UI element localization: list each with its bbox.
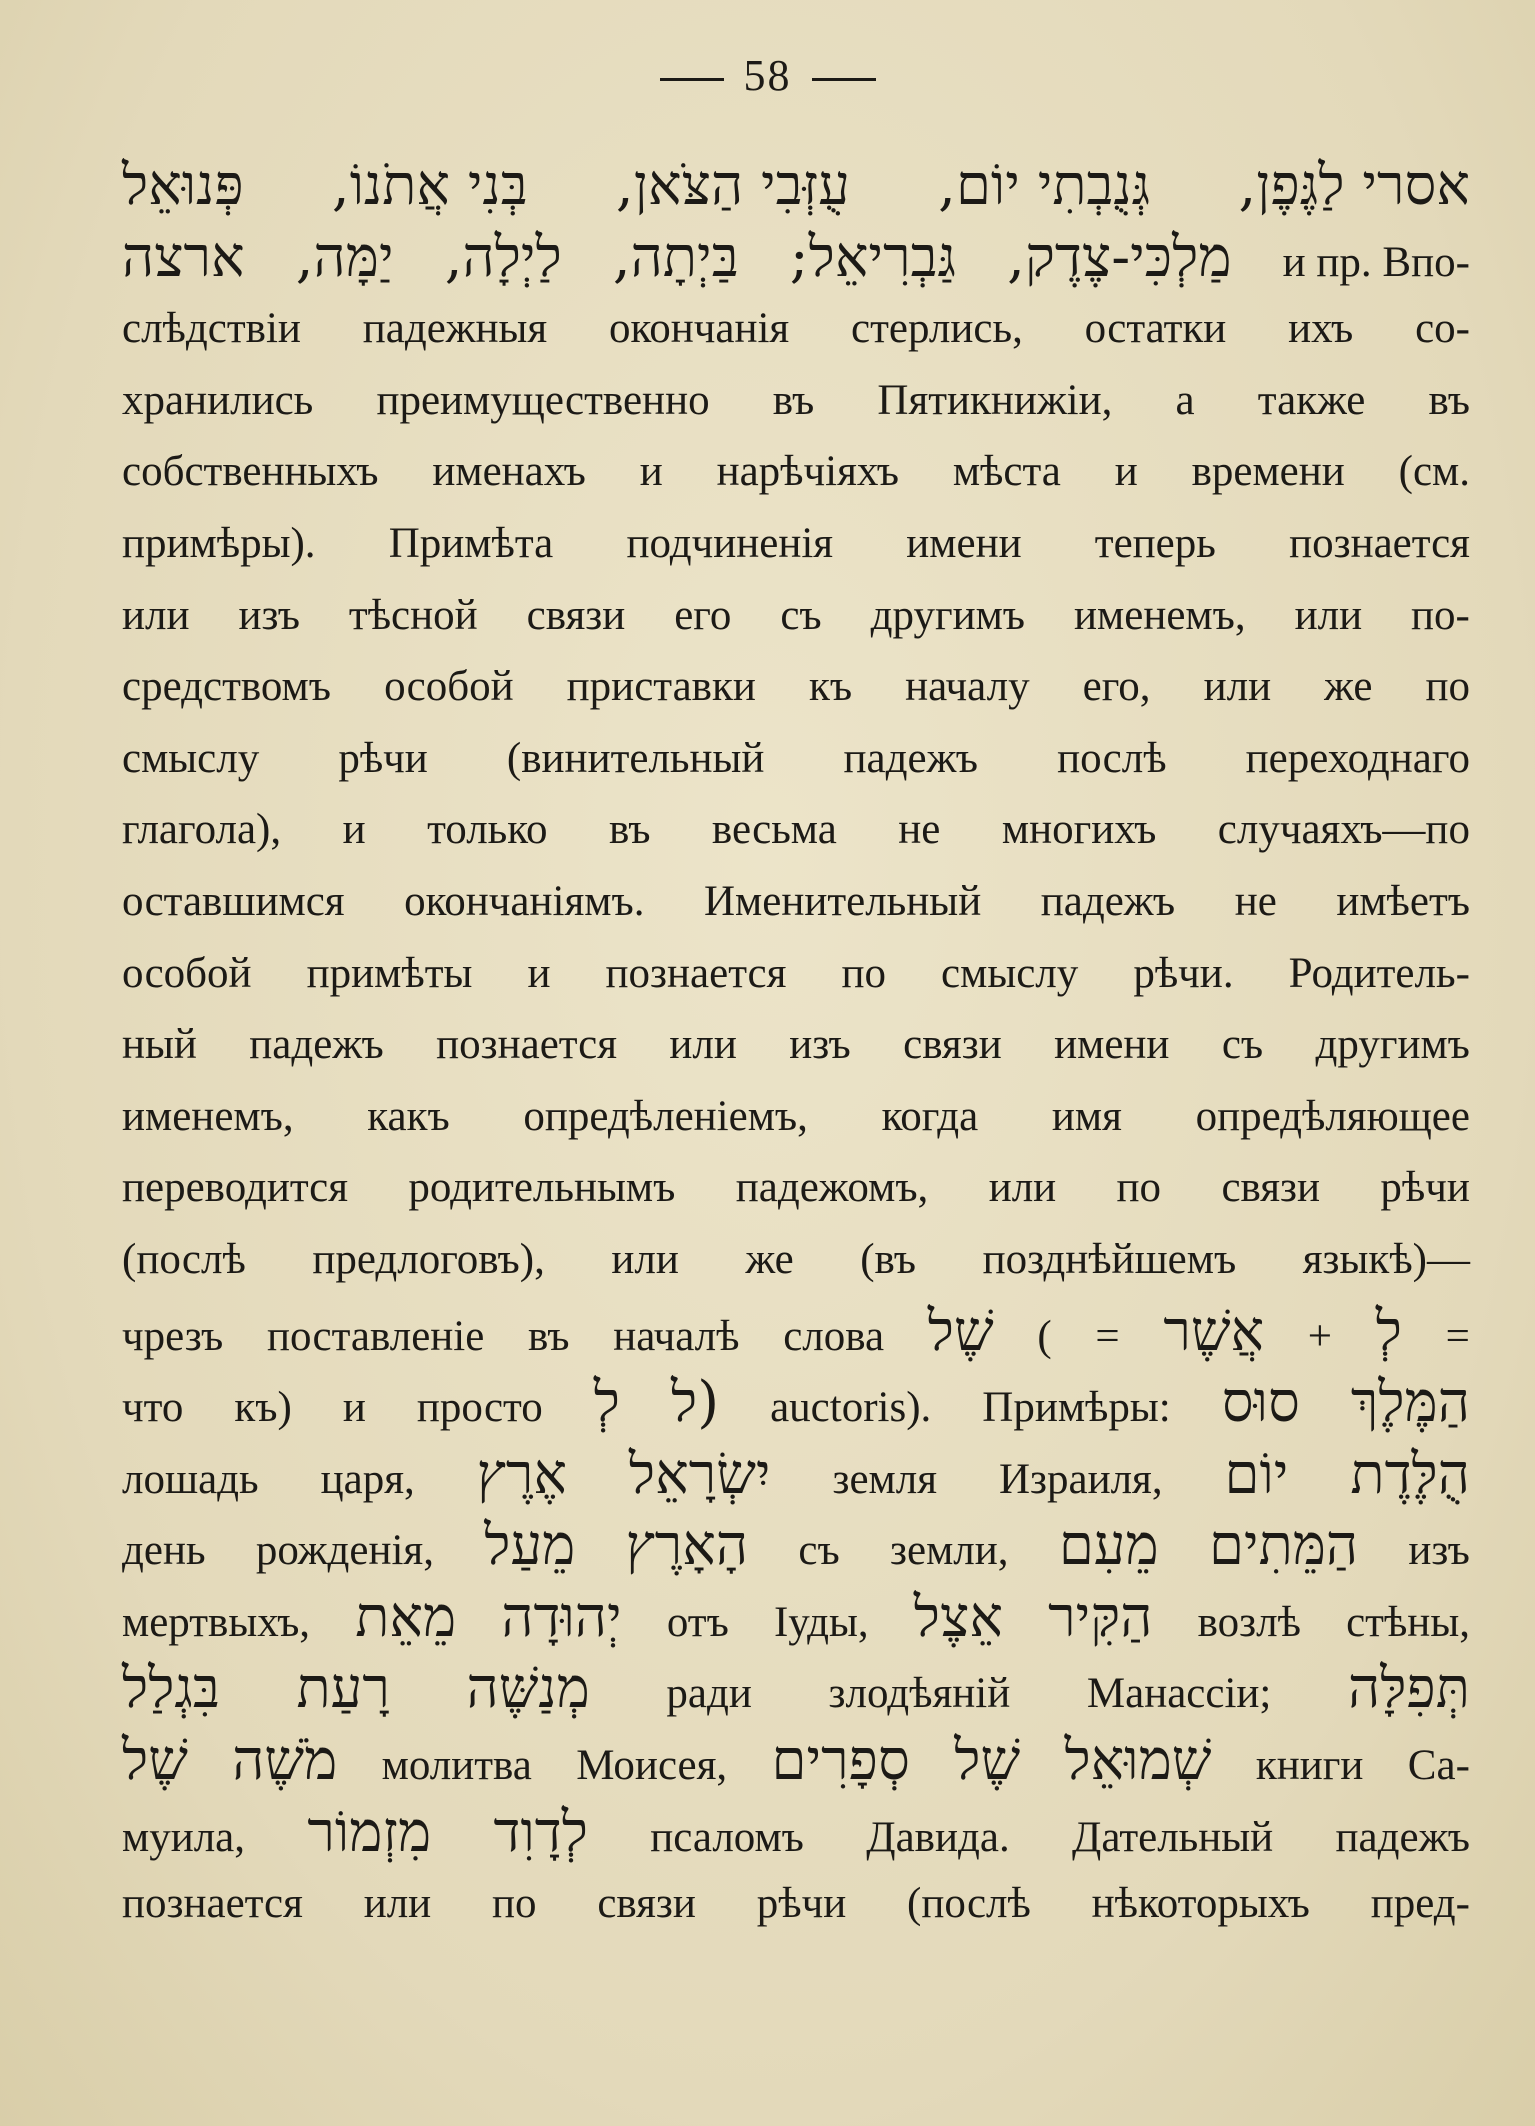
hebrew-word: מֹשֶׁה: [232, 1728, 338, 1794]
word: и: [639, 448, 663, 496]
word: (винительный: [506, 734, 765, 782]
word: когда: [881, 1092, 979, 1140]
word: какъ: [367, 1092, 450, 1140]
word: (: [1037, 1312, 1052, 1360]
word: примѣты: [306, 949, 473, 997]
hebrew-word: לְ: [1375, 1298, 1402, 1364]
hebrew-word: סוּס: [1221, 1370, 1300, 1436]
text-line: [122, 1367, 1470, 1439]
text-line: [122, 1009, 1470, 1081]
word: изъ: [1408, 1527, 1470, 1575]
hebrew-word: אסרי לַגֶּפֶן,: [1238, 153, 1470, 218]
word: просто: [416, 1384, 543, 1432]
word: пред-: [1370, 1880, 1470, 1928]
word: связи: [526, 591, 626, 639]
word: =: [1095, 1312, 1120, 1360]
text-line: [122, 222, 1470, 294]
hebrew-word: תְּפִלָּה: [1348, 1656, 1470, 1722]
hebrew-word: גַּבְרִיאֵל;: [789, 224, 957, 290]
text-line: [122, 150, 1470, 222]
word: молитва: [381, 1742, 532, 1790]
hebrew-word: עֻזְּבִי הַצֹּאן,: [615, 153, 850, 218]
word: по: [1116, 1164, 1162, 1212]
word: связи: [903, 1021, 1002, 1069]
word: примѣры).: [122, 519, 316, 567]
word: Израиля,: [998, 1455, 1163, 1503]
hebrew-word: שֶׁל: [927, 1298, 994, 1364]
word: Са-: [1407, 1742, 1470, 1790]
word: по: [841, 949, 886, 997]
word: связи: [597, 1880, 696, 1928]
text-line: [122, 794, 1470, 866]
hebrew-word: מְנַשֶּׁה: [466, 1656, 590, 1722]
word: собственныхъ: [122, 448, 379, 496]
word: (въ: [860, 1235, 917, 1283]
word: переводится: [122, 1164, 349, 1212]
word: въ: [608, 806, 651, 854]
word: Іуды,: [773, 1598, 869, 1646]
right-dash: [812, 78, 876, 81]
text-line: [122, 1653, 1470, 1725]
word: Манассіи;: [1086, 1670, 1272, 1718]
word: тѣсной: [348, 591, 478, 639]
word: или: [1203, 663, 1272, 711]
word: мѣста: [952, 448, 1061, 496]
word: что: [122, 1384, 184, 1432]
word: мертвыхъ,: [122, 1598, 311, 1646]
hebrew-word: מַלְכִּי-צֶדֶק,: [1007, 224, 1232, 290]
hebrew-word: הַמֶּלֶךְ: [1350, 1370, 1470, 1436]
hebrew-word: יַמָּה,: [295, 224, 394, 290]
word: по-: [1411, 591, 1470, 639]
word: земля: [832, 1455, 938, 1503]
word: смыслу: [122, 734, 260, 782]
word: поставленіе: [266, 1312, 485, 1360]
hebrew-word: הַקִּיר: [1048, 1584, 1153, 1650]
page-number: [0, 50, 1535, 101]
hebrew-word: יְהוּדָה: [501, 1584, 622, 1650]
word: нѣкоторыхъ: [1091, 1880, 1310, 1928]
word: началѣ: [613, 1312, 740, 1360]
word: другимъ: [870, 591, 1026, 639]
text-line: [122, 938, 1470, 1010]
word: родительнымъ: [408, 1164, 676, 1212]
word: падежомъ,: [735, 1164, 929, 1212]
text-line: [122, 1439, 1470, 1511]
hebrew-word: לְ: [593, 1370, 620, 1436]
hebrew-word: (ל: [671, 1370, 720, 1436]
word: его,: [1082, 663, 1151, 711]
word: по: [491, 1880, 537, 1928]
word: возлѣ: [1197, 1598, 1301, 1646]
hebrew-word: רָעַת: [296, 1656, 390, 1722]
word: падежъ: [1335, 1813, 1470, 1861]
word: именемъ,: [122, 1092, 294, 1140]
hebrew-word: שֶׁל: [122, 1728, 188, 1794]
hebrew-word: הֻלֶּדֶת: [1350, 1441, 1470, 1507]
word: =: [1445, 1312, 1470, 1360]
word: послѣ: [1057, 734, 1167, 782]
word: Именительный: [703, 877, 982, 925]
text-line: [122, 508, 1470, 580]
word: познается: [605, 949, 787, 997]
word: Давида.: [866, 1813, 1010, 1861]
word: не: [1234, 877, 1277, 925]
text-line: [122, 580, 1470, 652]
word: преимущественно: [376, 376, 710, 424]
word: муила,: [122, 1813, 246, 1861]
word: весьма: [711, 806, 837, 854]
hebrew-word: הַמֵּתִים: [1208, 1513, 1359, 1579]
word: предлоговъ),: [312, 1235, 545, 1283]
word: Родитель-: [1288, 949, 1470, 997]
word: царя,: [320, 1455, 415, 1503]
word: опредѣляющее: [1195, 1092, 1470, 1140]
text-line: [122, 723, 1470, 795]
word: остатки: [1084, 305, 1227, 353]
hebrew-word: בַּיְתָה,: [612, 224, 739, 290]
word: и: [527, 949, 551, 997]
word: къ: [808, 663, 853, 711]
word: книги: [1255, 1742, 1364, 1790]
text-line: [122, 1510, 1470, 1582]
word: рожденія,: [255, 1527, 434, 1575]
left-dash: [660, 78, 724, 81]
word: злодѣяній: [828, 1670, 1011, 1718]
word: ный: [122, 1021, 197, 1069]
word: (см.: [1398, 448, 1470, 496]
word: рѣчи: [756, 1880, 847, 1928]
word: связи: [1221, 1164, 1321, 1212]
word: Дательный: [1072, 1813, 1274, 1861]
word: переходнаго: [1245, 734, 1470, 782]
word: +: [1307, 1312, 1333, 1360]
word: глагола),: [122, 806, 282, 854]
word: или: [669, 1021, 737, 1069]
word: же: [1324, 663, 1373, 711]
word: въ: [528, 1312, 570, 1360]
word: стѣны,: [1346, 1598, 1470, 1646]
hebrew-word: בִּגְלַל: [122, 1656, 220, 1722]
text-line: [122, 1725, 1470, 1797]
text-line: [122, 1081, 1470, 1153]
word: или: [988, 1164, 1057, 1212]
word: особой: [384, 663, 514, 711]
word: по: [1425, 663, 1470, 711]
word: не: [898, 806, 941, 854]
hebrew-word: סְפָרִים: [771, 1728, 910, 1794]
word: именемъ,: [1074, 591, 1246, 639]
word: и: [342, 806, 366, 854]
word: имени: [906, 519, 1022, 567]
word: рѣчи: [1380, 1164, 1470, 1212]
word: многихъ: [1001, 806, 1157, 854]
hebrew-word: הָאָרֶץ: [625, 1513, 749, 1579]
word: со-: [1415, 305, 1470, 353]
hebrew-word: שְׁמוּאֵל: [1064, 1728, 1212, 1794]
word: земли,: [890, 1527, 1009, 1575]
word: окончанія: [609, 305, 790, 353]
word: имени: [1054, 1021, 1170, 1069]
hebrew-word: יִשְׂרָאֵל: [628, 1441, 771, 1507]
hebrew-word: לְדָוִד: [493, 1799, 588, 1865]
word: Моисея,: [576, 1742, 728, 1790]
text-line: [122, 365, 1470, 437]
word: падежъ: [843, 734, 978, 782]
word: языкѣ)—: [1302, 1235, 1470, 1283]
word: изъ: [238, 591, 300, 639]
word: псаломъ: [650, 1813, 804, 1861]
word: познается: [436, 1021, 617, 1069]
word: и: [1114, 448, 1138, 496]
word: Примѣта: [388, 519, 554, 567]
word: случаяхъ—по: [1217, 806, 1470, 854]
word: началу: [905, 663, 1030, 711]
word: рѣчи: [338, 734, 428, 782]
text-line: [122, 1152, 1470, 1224]
hebrew-word: מֵאֵת: [355, 1584, 457, 1650]
word: же: [745, 1235, 794, 1283]
hebrew-word: פְּנוּאֵל: [122, 153, 244, 218]
hebrew-word: בְּנִי אֲתֹנוֹ,: [331, 153, 528, 218]
word: лошадь: [122, 1455, 259, 1503]
word: день: [122, 1527, 206, 1575]
text-line: [122, 293, 1470, 365]
word: познается: [122, 1880, 303, 1928]
word: падежъ: [249, 1021, 384, 1069]
word: съ: [798, 1527, 840, 1575]
word: подчиненія: [626, 519, 834, 567]
word: изъ: [789, 1021, 851, 1069]
text-line: [122, 1296, 1470, 1368]
word: слова: [783, 1312, 885, 1360]
word: рѣчи.: [1133, 949, 1234, 997]
word: и пр. Впо-: [1282, 238, 1470, 286]
word: времени: [1191, 448, 1345, 496]
text-line: [122, 651, 1470, 723]
text-line: [122, 1582, 1470, 1654]
word: auctoris).: [770, 1384, 932, 1432]
word: нарѣчіяхъ: [716, 448, 899, 496]
text-line: [122, 1797, 1470, 1869]
word: а: [1175, 376, 1195, 424]
word: ради: [666, 1670, 752, 1718]
word: Пятикнижіи,: [877, 376, 1113, 424]
hebrew-word: ארצה: [122, 224, 245, 290]
text-line: [122, 1224, 1470, 1296]
word: или: [611, 1235, 679, 1283]
page-number-value: 58: [743, 51, 792, 100]
word: падежныя: [362, 305, 548, 353]
word: съ: [780, 591, 822, 639]
word: особой: [122, 949, 252, 997]
word: позднѣйшемъ: [982, 1235, 1237, 1283]
word: падежъ: [1040, 877, 1176, 925]
word: только: [427, 806, 548, 854]
word: чрезъ: [122, 1312, 224, 1360]
hebrew-word: לַיְלָה,: [444, 224, 562, 290]
hebrew-word: מֵעִם: [1058, 1513, 1159, 1579]
word: съ: [1221, 1021, 1264, 1069]
word: Примѣры:: [982, 1384, 1171, 1432]
word: или: [122, 591, 190, 639]
word: опредѣленіемъ,: [523, 1092, 808, 1140]
word: стерлись,: [851, 305, 1023, 353]
word: другимъ: [1315, 1021, 1470, 1069]
word: къ): [234, 1384, 292, 1432]
hebrew-word: יוֹם: [1224, 1441, 1289, 1507]
word: также: [1257, 376, 1366, 424]
word: и: [342, 1384, 366, 1432]
word: именахъ: [432, 448, 586, 496]
word: ихъ: [1288, 305, 1354, 353]
word: (послѣ: [907, 1880, 1031, 1928]
word: въ: [772, 376, 815, 424]
text-line: [122, 436, 1470, 508]
text-line: [122, 866, 1470, 938]
word: или: [1294, 591, 1363, 639]
hebrew-word: אֵצֶל: [913, 1584, 1003, 1650]
hebrew-word: אֲשֶׁר: [1163, 1298, 1265, 1364]
hebrew-word: מִזְמוֹר: [307, 1799, 432, 1865]
body-text: [122, 150, 1470, 1940]
word: познается: [1289, 519, 1470, 567]
word: въ: [1428, 376, 1470, 424]
word: средствомъ: [122, 663, 331, 711]
word: или: [363, 1880, 432, 1928]
word: слѣдствіи: [122, 305, 301, 353]
word: окончаніямъ.: [404, 877, 645, 925]
word: отъ: [666, 1598, 729, 1646]
word: имѣетъ: [1336, 877, 1470, 925]
word: теперь: [1094, 519, 1216, 567]
hebrew-word: גְּנֻבְתִי יוֹם,: [938, 153, 1151, 218]
word: оставшимся: [122, 877, 345, 925]
hebrew-word: מֵעַל: [484, 1513, 576, 1579]
word: смыслу: [941, 949, 1079, 997]
hebrew-word: אֶרֶץ: [476, 1441, 567, 1507]
hebrew-word: שֶׁל: [954, 1728, 1021, 1794]
word: его: [674, 591, 732, 639]
word: имя: [1051, 1092, 1122, 1140]
word: хранились: [122, 376, 314, 424]
word: приставки: [566, 663, 756, 711]
word: (послѣ: [122, 1235, 246, 1283]
text-line: [122, 1868, 1470, 1940]
